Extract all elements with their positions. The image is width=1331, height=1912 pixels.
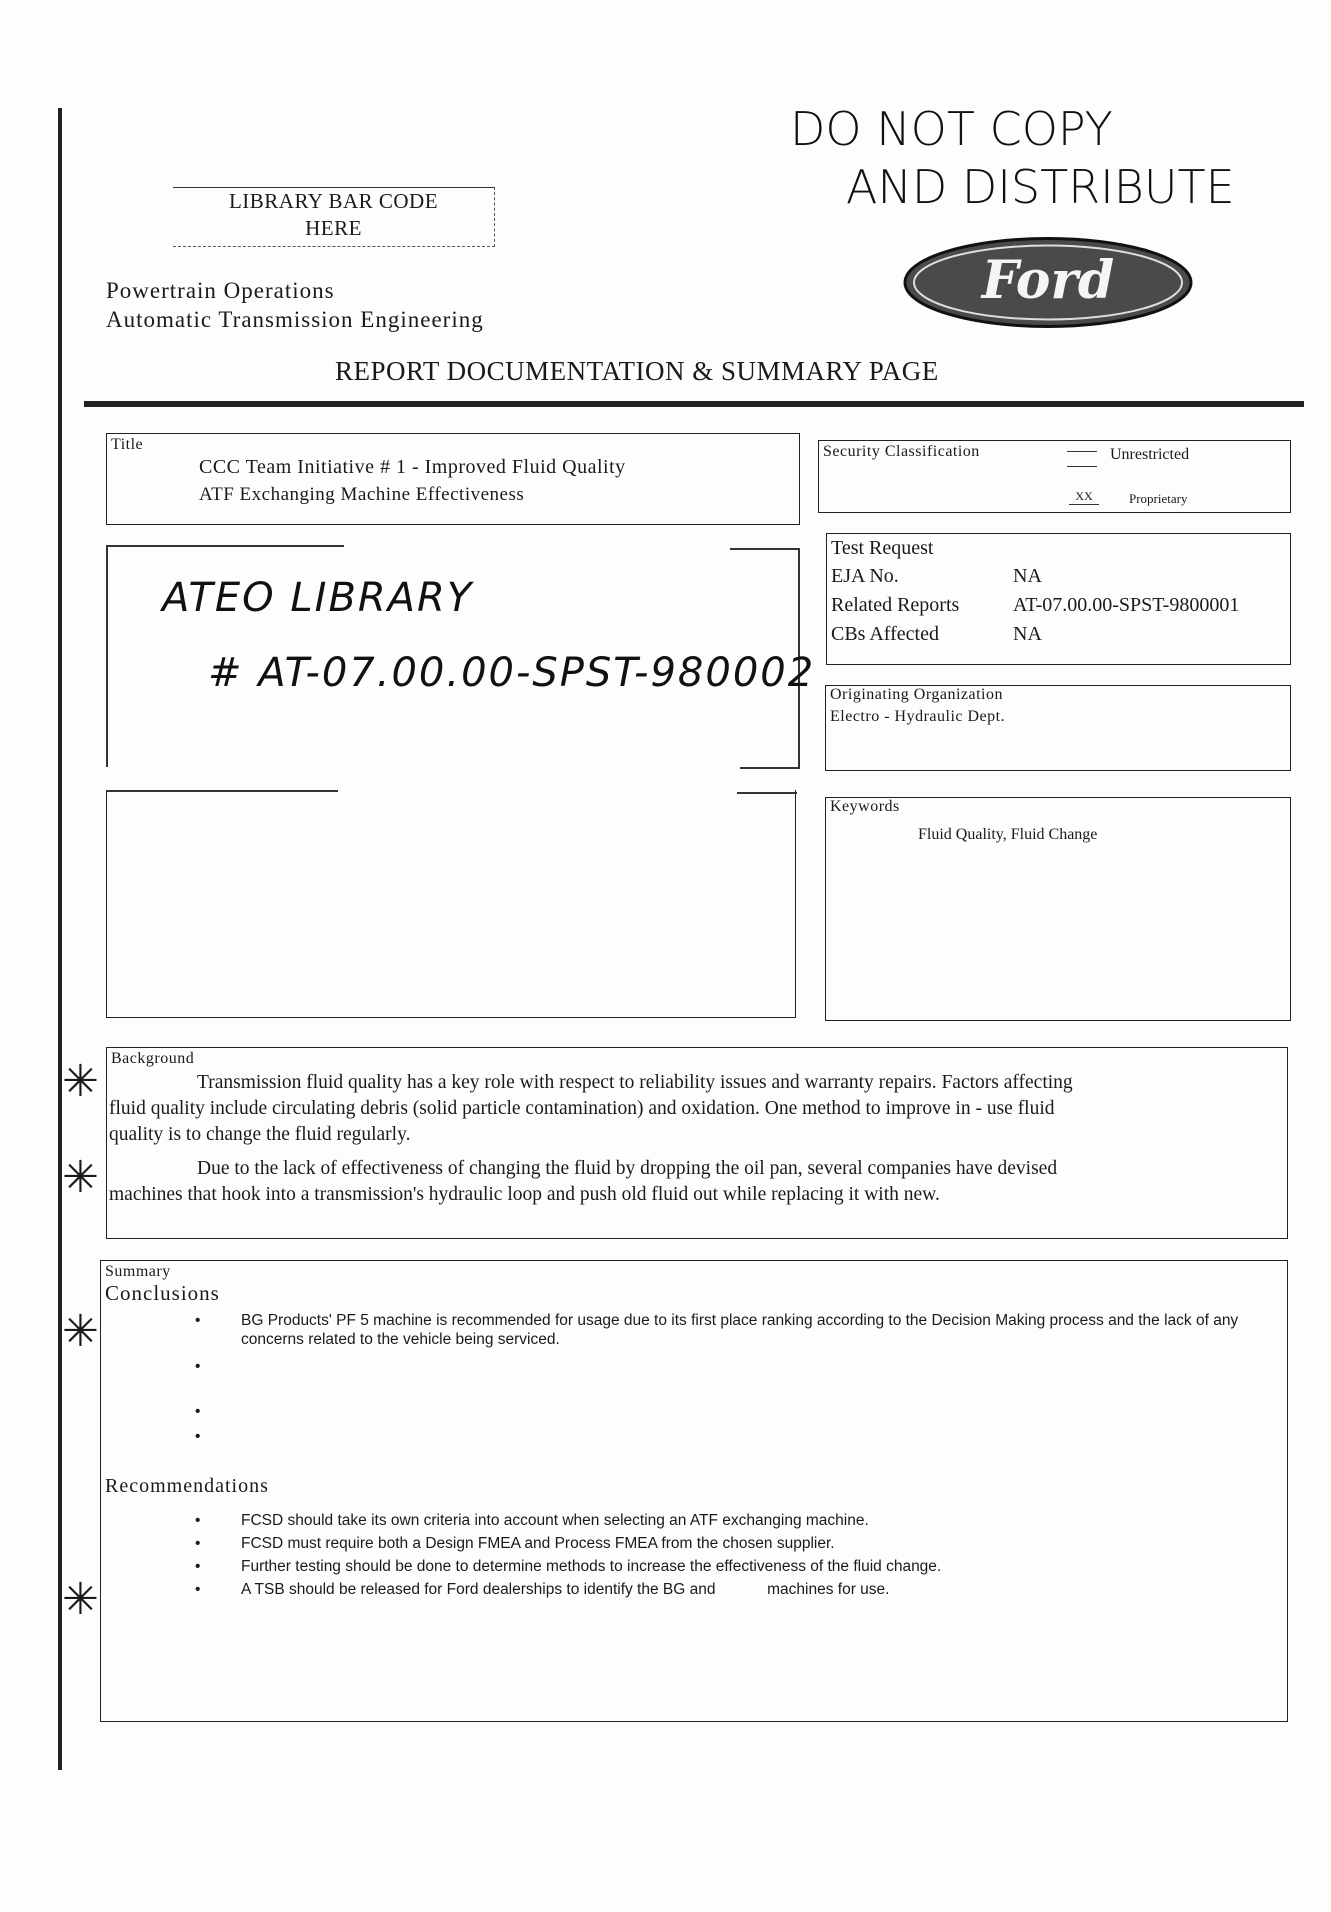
background-p1-line1: Transmission fluid quality has a key role with respect to reliability issues and warranty repairs. Factors affecting: [197, 1072, 1073, 1093]
left-margin-line: [58, 108, 62, 1770]
originating-organization-box: [825, 685, 1291, 771]
handwritten-library-line-1: ATEO LIBRARY: [162, 575, 474, 621]
margin-mark: ✳: [62, 1575, 99, 1624]
recommendation-item: • Further testing should be done to determine methods to increase the effectiveness of the fluid change.: [195, 1555, 1255, 1578]
library-box-top-edge-2: [730, 548, 800, 550]
conclusion-item: [195, 1402, 1255, 1421]
handwritten-library-line-2: # AT-07.00.00-SPST-980002: [208, 650, 816, 696]
security-label: Security Classification: [823, 443, 980, 460]
test-request-box: [826, 533, 1291, 665]
report-title-line-1: CCC Team Initiative # 1 - Improved Fluid Quality: [199, 456, 626, 478]
title-label: Title: [111, 436, 144, 453]
page-title: REPORT DOCUMENTATION & SUMMARY PAGE: [335, 356, 939, 386]
library-box-top-edge-1: [106, 545, 344, 547]
background-p1-line2: fluid quality include circulating debris (solid particle contamination) and oxidation. One method to improve in - use fluid: [109, 1098, 1055, 1119]
background-label: Background: [111, 1050, 195, 1067]
library-box-left-edge: [106, 545, 108, 767]
test-request-label: Test Request: [831, 537, 934, 559]
abstract-top-edge-right: [737, 792, 797, 794]
unrestricted-checkbox: [1067, 451, 1097, 467]
recommendation-item: • A TSB should be released for Ford dealerships to identify the BG and machines for use.: [195, 1578, 1255, 1601]
background-box: [106, 1047, 1288, 1239]
keywords-label: Keywords: [830, 798, 900, 815]
related-reports-value: AT-07.00.00-SPST-9800001: [1013, 594, 1240, 616]
eja-value: NA: [1013, 565, 1042, 587]
cbs-affected-key: CBs Affected: [831, 623, 939, 645]
summary-box: [100, 1260, 1288, 1722]
originating-label: Originating Organization: [830, 686, 1003, 703]
eja-key: EJA No.: [831, 565, 899, 587]
background-p2-line2: machines that hook into a transmission's hydraulic loop and push old fluid out while replacing it with new.: [109, 1184, 940, 1205]
stamp-line-1: DO NOT COPY: [790, 102, 1113, 156]
report-title-line-2: ATF Exchanging Machine Effectiveness: [199, 484, 525, 505]
background-p1-line3: quality is to change the fluid regularly.: [109, 1124, 411, 1145]
recommendations-heading: Recommendations: [105, 1475, 269, 1497]
org-line-2: Automatic Transmission Engineering: [106, 307, 484, 332]
summary-label: Summary: [105, 1263, 171, 1280]
header-rule: [84, 401, 1304, 407]
library-box-bottom-edge: [740, 767, 800, 769]
barcode-line-2: HERE: [305, 216, 362, 240]
keywords-value: Fluid Quality, Fluid Change: [918, 826, 1098, 843]
margin-mark: ✳: [62, 1307, 99, 1356]
ford-logo: [902, 236, 1194, 329]
conclusions-list: [195, 1311, 1255, 1446]
abstract-top-edge: [106, 790, 338, 792]
cbs-affected-value: NA: [1013, 623, 1042, 645]
unrestricted-label: Unrestricted: [1110, 446, 1190, 463]
conclusion-item: [195, 1357, 1255, 1376]
ford-logo-text: Ford: [981, 250, 1115, 311]
stamp-line-2: AND DISTRIBUTE: [846, 160, 1235, 214]
proprietary-label: Proprietary: [1129, 491, 1188, 506]
recommendations-list: [195, 1509, 1255, 1601]
recommendation-item: • FCSD should take its own criteria into account when selecting an ATF exchanging machine.: [195, 1509, 1255, 1532]
originating-value: Electro - Hydraulic Dept.: [830, 708, 1006, 725]
org-line-1: Powertrain Operations: [106, 278, 335, 303]
recommendation-item: • FCSD must require both a Design FMEA and Process FMEA from the chosen supplier.: [195, 1532, 1255, 1555]
barcode-box: [173, 187, 495, 247]
organization-block: [106, 276, 484, 334]
do-not-copy-stamp: [790, 100, 1235, 216]
security-classification-box: [818, 440, 1291, 513]
conclusions-heading: Conclusions: [105, 1281, 220, 1305]
title-box: [106, 433, 800, 525]
keywords-box: [825, 797, 1291, 1021]
margin-mark: ✳: [62, 1153, 99, 1202]
related-reports-key: Related Reports: [831, 594, 960, 616]
abstract-box: [106, 790, 796, 1018]
background-p2-line1: Due to the lack of effectiveness of changing the fluid by dropping the oil pan, several companies have devised: [197, 1158, 1058, 1179]
barcode-line-1: LIBRARY BAR CODE: [228, 189, 439, 213]
margin-mark: ✳: [62, 1057, 99, 1106]
conclusion-item: [195, 1427, 1255, 1446]
conclusion-item: • BG Products' PF 5 machine is recommended for usage due to its first place ranking according to the Decision Making process and the lack of any concerns related to the vehicle being serviced.: [195, 1311, 1255, 1349]
proprietary-mark: XX: [1069, 489, 1099, 505]
